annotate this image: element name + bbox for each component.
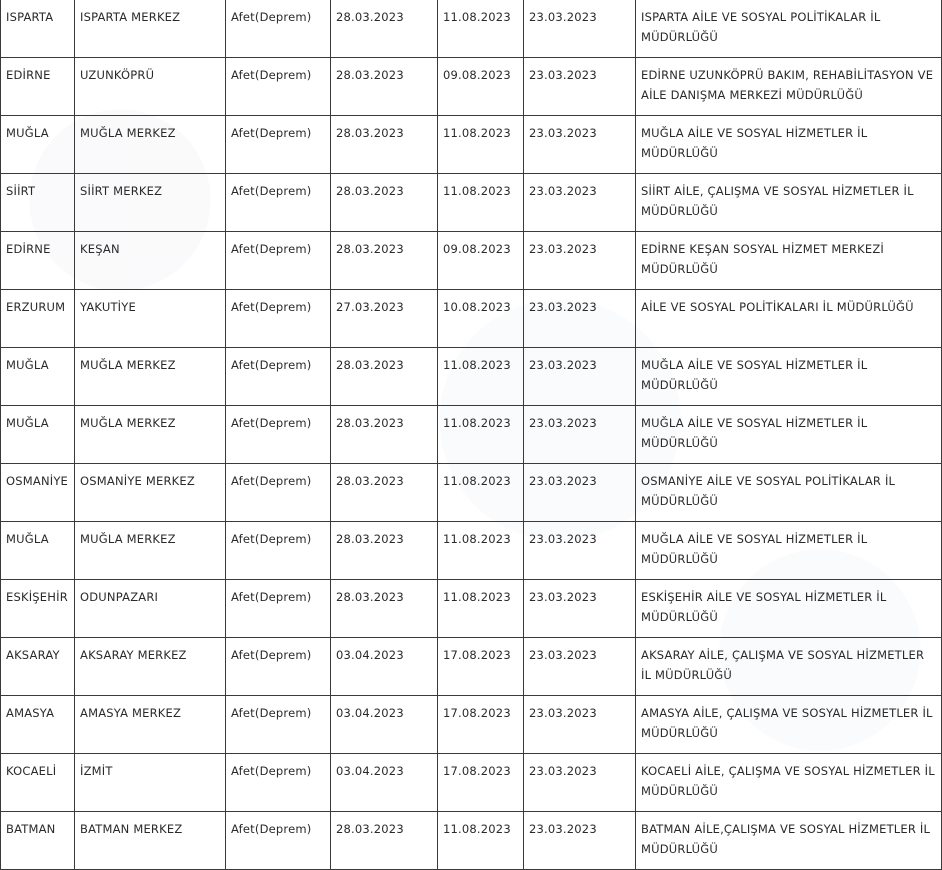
reason-cell: Afet(Deprem) (226, 174, 331, 232)
table-row (1, 348, 942, 406)
decision-date-cell: 23.03.2023 (524, 174, 636, 232)
reason-cell: Afet(Deprem) (226, 232, 331, 290)
end-date-cell: 09.08.2023 (438, 232, 524, 290)
end-date-cell: 11.08.2023 (438, 348, 524, 406)
institution-cell: MUĞLA AİLE VE SOSYAL HİZMETLER İL MÜDÜRLÜĞÜ (636, 522, 942, 580)
institution-cell: AİLE VE SOSYAL POLİTİKALARI İL MÜDÜRLÜĞÜ (636, 290, 942, 348)
end-date-cell: 11.08.2023 (438, 580, 524, 638)
start-date-cell: 03.04.2023 (331, 754, 438, 812)
table-row (1, 58, 942, 116)
decision-date-cell: 23.03.2023 (524, 522, 636, 580)
end-date-cell: 11.08.2023 (438, 0, 524, 58)
table-row (1, 406, 942, 464)
start-date-cell: 27.03.2023 (331, 290, 438, 348)
province-cell: OSMANİYE (1, 464, 75, 522)
end-date-cell: 17.08.2023 (438, 696, 524, 754)
reason-cell: Afet(Deprem) (226, 696, 331, 754)
district-cell: KEŞAN (75, 232, 226, 290)
decision-date-cell: 23.03.2023 (524, 812, 636, 870)
institution-cell: ISPARTA AİLE VE SOSYAL POLİTİKALAR İL MÜDÜRLÜĞÜ (636, 0, 942, 58)
decision-date-cell: 23.03.2023 (524, 116, 636, 174)
decision-date-cell: 23.03.2023 (524, 58, 636, 116)
institution-cell: OSMANİYE AİLE VE SOSYAL POLİTİKALAR İL MÜDÜRLÜĞÜ (636, 464, 942, 522)
table-row (1, 116, 942, 174)
start-date-cell: 28.03.2023 (331, 348, 438, 406)
start-date-cell: 28.03.2023 (331, 812, 438, 870)
end-date-cell: 11.08.2023 (438, 406, 524, 464)
end-date-cell: 11.08.2023 (438, 464, 524, 522)
table-row (1, 290, 942, 348)
start-date-cell: 28.03.2023 (331, 116, 438, 174)
institution-cell: EDİRNE UZUNKÖPRÜ BAKIM, REHABİLİTASYON VE AİLE DANIŞMA MERKEZİ MÜDÜRLÜĞÜ (636, 58, 942, 116)
start-date-cell: 28.03.2023 (331, 406, 438, 464)
district-cell: MUĞLA MERKEZ (75, 522, 226, 580)
province-cell: KOCAELİ (1, 754, 75, 812)
decision-date-cell: 23.03.2023 (524, 406, 636, 464)
reason-cell: Afet(Deprem) (226, 580, 331, 638)
start-date-cell: 28.03.2023 (331, 232, 438, 290)
decision-date-cell: 23.03.2023 (524, 754, 636, 812)
district-cell: BATMAN MERKEZ (75, 812, 226, 870)
start-date-cell: 03.04.2023 (331, 638, 438, 696)
table-row (1, 580, 942, 638)
table-row (1, 174, 942, 232)
decision-date-cell: 23.03.2023 (524, 0, 636, 58)
institution-cell: AKSARAY AİLE, ÇALIŞMA VE SOSYAL HİZMETLER İL MÜDÜRLÜĞÜ (636, 638, 942, 696)
district-cell: AMASYA MERKEZ (75, 696, 226, 754)
end-date-cell: 09.08.2023 (438, 58, 524, 116)
province-cell: BATMAN (1, 812, 75, 870)
start-date-cell: 28.03.2023 (331, 174, 438, 232)
reason-cell: Afet(Deprem) (226, 290, 331, 348)
reason-cell: Afet(Deprem) (226, 116, 331, 174)
province-cell: EDİRNE (1, 232, 75, 290)
reason-cell: Afet(Deprem) (226, 638, 331, 696)
district-cell: SİİRT MERKEZ (75, 174, 226, 232)
start-date-cell: 28.03.2023 (331, 522, 438, 580)
district-cell: İZMİT (75, 754, 226, 812)
decision-date-cell: 23.03.2023 (524, 464, 636, 522)
end-date-cell: 17.08.2023 (438, 638, 524, 696)
reason-cell: Afet(Deprem) (226, 522, 331, 580)
institution-cell: BATMAN AİLE,ÇALIŞMA VE SOSYAL HİZMETLER İL MÜDÜRLÜĞÜ (636, 812, 942, 870)
province-cell: MUĞLA (1, 406, 75, 464)
end-date-cell: 11.08.2023 (438, 812, 524, 870)
province-cell: MUĞLA (1, 116, 75, 174)
reason-cell: Afet(Deprem) (226, 0, 331, 58)
table-row (1, 0, 942, 58)
end-date-cell: 11.08.2023 (438, 116, 524, 174)
table-row (1, 522, 942, 580)
institution-cell: MUĞLA AİLE VE SOSYAL HİZMETLER İL MÜDÜRLÜĞÜ (636, 406, 942, 464)
reason-cell: Afet(Deprem) (226, 754, 331, 812)
province-cell: ISPARTA (1, 0, 75, 58)
institution-cell: MUĞLA AİLE VE SOSYAL HİZMETLER İL MÜDÜRLÜĞÜ (636, 348, 942, 406)
end-date-cell: 11.08.2023 (438, 174, 524, 232)
decision-date-cell: 23.03.2023 (524, 696, 636, 754)
province-cell: ERZURUM (1, 290, 75, 348)
start-date-cell: 28.03.2023 (331, 464, 438, 522)
institution-cell: ESKİŞEHİR AİLE VE SOSYAL HİZMETLER İL MÜDÜRLÜĞÜ (636, 580, 942, 638)
institution-cell: AMASYA AİLE, ÇALIŞMA VE SOSYAL HİZMETLER İL MÜDÜRLÜĞÜ (636, 696, 942, 754)
end-date-cell: 10.08.2023 (438, 290, 524, 348)
start-date-cell: 28.03.2023 (331, 0, 438, 58)
table-row (1, 638, 942, 696)
table-row (1, 232, 942, 290)
start-date-cell: 03.04.2023 (331, 696, 438, 754)
table-row (1, 464, 942, 522)
reason-cell: Afet(Deprem) (226, 406, 331, 464)
province-cell: ESKİŞEHİR (1, 580, 75, 638)
district-cell: MUĞLA MERKEZ (75, 406, 226, 464)
end-date-cell: 11.08.2023 (438, 522, 524, 580)
district-cell: AKSARAY MERKEZ (75, 638, 226, 696)
district-cell: MUĞLA MERKEZ (75, 116, 226, 174)
province-cell: MUĞLA (1, 522, 75, 580)
reason-cell: Afet(Deprem) (226, 464, 331, 522)
reason-cell: Afet(Deprem) (226, 58, 331, 116)
province-cell: AMASYA (1, 696, 75, 754)
institution-cell: EDİRNE KEŞAN SOSYAL HİZMET MERKEZİ MÜDÜRLÜĞÜ (636, 232, 942, 290)
district-cell: ISPARTA MERKEZ (75, 0, 226, 58)
decision-date-cell: 23.03.2023 (524, 290, 636, 348)
reason-cell: Afet(Deprem) (226, 348, 331, 406)
table-row (1, 812, 942, 870)
district-cell: MUĞLA MERKEZ (75, 348, 226, 406)
province-cell: AKSARAY (1, 638, 75, 696)
decision-date-cell: 23.03.2023 (524, 348, 636, 406)
table-body (1, 0, 942, 870)
reason-cell: Afet(Deprem) (226, 812, 331, 870)
province-cell: MUĞLA (1, 348, 75, 406)
institution-cell: MUĞLA AİLE VE SOSYAL HİZMETLER İL MÜDÜRLÜĞÜ (636, 116, 942, 174)
district-cell: YAKUTİYE (75, 290, 226, 348)
decision-date-cell: 23.03.2023 (524, 232, 636, 290)
province-cell: EDİRNE (1, 58, 75, 116)
district-cell: ODUNPAZARI (75, 580, 226, 638)
district-cell: UZUNKÖPRÜ (75, 58, 226, 116)
start-date-cell: 28.03.2023 (331, 580, 438, 638)
decision-date-cell: 23.03.2023 (524, 638, 636, 696)
institution-cell: SİİRT AİLE, ÇALIŞMA VE SOSYAL HİZMETLER İL MÜDÜRLÜĞÜ (636, 174, 942, 232)
end-date-cell: 17.08.2023 (438, 754, 524, 812)
table-row (1, 754, 942, 812)
institution-cell: KOCAELİ AİLE, ÇALIŞMA VE SOSYAL HİZMETLER İL MÜDÜRLÜĞÜ (636, 754, 942, 812)
table-row (1, 696, 942, 754)
province-cell: SİİRT (1, 174, 75, 232)
district-cell: OSMANİYE MERKEZ (75, 464, 226, 522)
start-date-cell: 28.03.2023 (331, 58, 438, 116)
decision-date-cell: 23.03.2023 (524, 580, 636, 638)
